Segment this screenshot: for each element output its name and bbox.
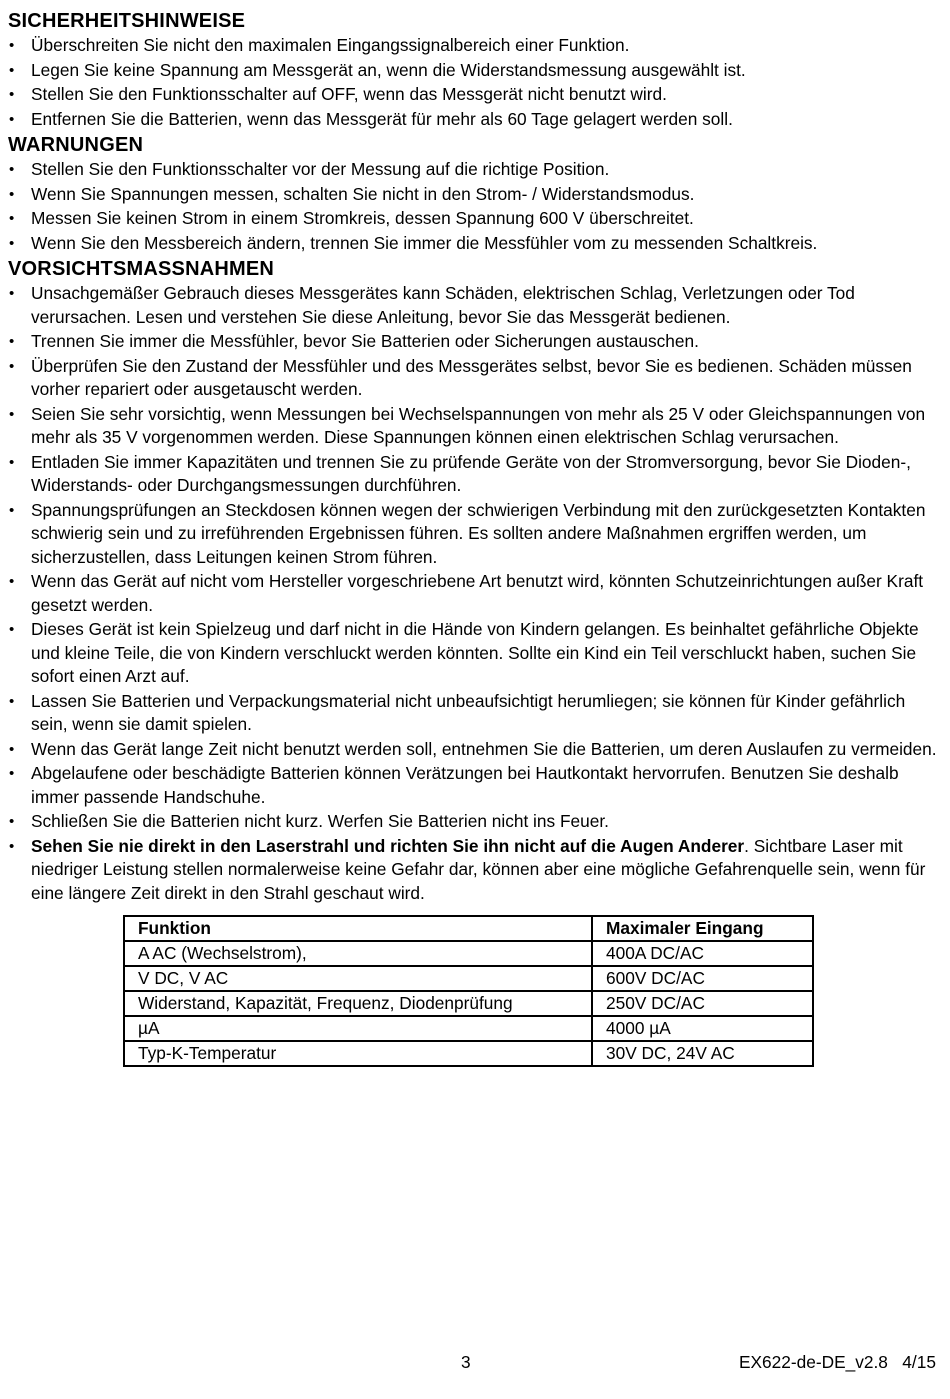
- table-cell: V DC, V AC: [124, 966, 592, 991]
- bullet-icon: •: [9, 86, 15, 103]
- list-item: • Seien Sie sehr vorsichtig, wenn Messungen bei Wechselspannungen von mehr als 25 V oder Gleichspannungen von mehr als 35 V vorgenommen werden. Diese Spannungen können einen elektrischen Schlag verursachen.: [9, 403, 926, 447]
- bullet-icon: •: [9, 573, 15, 590]
- list-item: • Unsachgemäßer Gebrauch dieses Messgerätes kann Schäden, elektrischen Schlag, Verletzungen oder Tod verursachen. Lesen und verstehen Sie diese Anleitung, bevor Sie das Messgerät bedienen.: [9, 283, 855, 327]
- table-header: Funktion: [124, 916, 592, 941]
- bullet-icon: •: [9, 453, 15, 471]
- document-page: [8, 8, 938, 1067]
- table-row: [124, 1016, 813, 1041]
- bullet-icon: •: [9, 357, 15, 375]
- list-item: • Wenn das Gerät lange Zeit nicht benutzt werden soll, entnehmen Sie die Batterien, um deren Auslaufen zu vermeiden.: [8, 738, 938, 762]
- laser-warning-text: . Sichtbare Laser mit niedriger Leistung stellen normalerweise keine Gefahr dar, können aber eine mögliche Gefahrenquelle sein, wenn für eine längere Zeit direkt in den Strahl geschaut wird.: [31, 835, 926, 903]
- list-item: • Wenn Sie Spannungen messen, schalten Sie nicht in den Strom- / Widerstandsmodus.: [8, 183, 938, 207]
- bullet-icon: •: [9, 110, 15, 128]
- bullet-icon: •: [9, 234, 15, 252]
- list-item: • Wenn Sie den Messbereich ändern, trennen Sie immer die Messfühler vom zu messenden Schaltkreis.: [8, 232, 938, 256]
- table-cell: Widerstand, Kapazität, Frequenz, Diodenprüfung: [124, 991, 592, 1016]
- bullet-icon: •: [9, 692, 15, 710]
- heading-safety: SICHERHEITSHINWEISE: [8, 10, 246, 32]
- list-item: • Trennen Sie immer die Messfühler, bevor Sie Batterien oder Sicherungen austauschen.: [8, 330, 938, 354]
- table-row: [124, 1041, 813, 1066]
- bullet-icon: •: [9, 185, 15, 203]
- bullet-icon: •: [9, 740, 15, 758]
- max-input-table: [123, 915, 814, 1067]
- bullet-icon: •: [9, 501, 15, 519]
- table-row: [124, 966, 813, 991]
- bullet-icon: •: [9, 765, 15, 782]
- list-item-laser: [8, 835, 938, 906]
- list-item: • Stellen Sie den Funktionsschalter auf OFF, wenn das Messgerät nicht benutzt wird.: [8, 83, 938, 107]
- bullet-icon: •: [9, 405, 15, 423]
- table-row: [124, 991, 813, 1016]
- bullet-icon: •: [9, 333, 15, 350]
- list-item: • Überschreiten Sie nicht den maximalen Eingangssignalbereich einer Funktion.: [8, 34, 938, 58]
- list-item: • Schließen Sie die Batterien nicht kurz. Werfen Sie Batterien nicht ins Feuer.: [8, 810, 938, 834]
- table-cell: µA: [124, 1016, 592, 1041]
- list-item: • Entladen Sie immer Kapazitäten und trennen Sie zu prüfende Geräte von der Stromversorgung, bevor Sie Dioden-, Widerstands- oder Durchgangsmessungen durchführen.: [9, 451, 911, 495]
- page-number: 3: [461, 1352, 471, 1372]
- table-cell: Typ-K-Temperatur: [124, 1041, 592, 1066]
- list-item: • Dieses Gerät ist kein Spielzeug und darf nicht in die Hände von Kindern gelangen. Es beinhaltet gefährliche Objekte und kleine Teile, die von Kindern verschluckt werden könnten. Sollte ein Kind ein Teil verschluckt haben, suchen Sie sofort einen Arzt auf.: [9, 619, 919, 686]
- table-row: [124, 941, 813, 966]
- table-cell: A AC (Wechselstrom),: [124, 941, 592, 966]
- heading-precautions: VORSICHTSMASSNAHMEN: [8, 258, 275, 280]
- table-cell: 4000 µA: [592, 1016, 813, 1041]
- list-item: • Stellen Sie den Funktionsschalter vor der Messung auf die richtige Position.: [8, 158, 938, 182]
- precautions-list: [8, 282, 938, 905]
- warnings-list: [8, 158, 938, 255]
- table-cell: 400A DC/AC: [592, 941, 813, 966]
- list-item: • Wenn das Gerät auf nicht vom Hersteller vorgeschriebene Art benutzt wird, könnten Schutzeinrichtungen außer Kraft gesetzt werden.: [9, 571, 924, 615]
- bullet-icon: •: [9, 837, 15, 855]
- bullet-icon: •: [9, 813, 15, 830]
- list-item: • Spannungsprüfungen an Steckdosen können wegen der schwierigen Verbindung mit den zurückgesetzten Kontakten schwierig sein und zu irreführenden Ergebnissen führen. Es sollten andere Maßnahmen ergriffen werden, um sicherzustellen, dass Leitungen keinen Strom führen.: [9, 499, 926, 567]
- bullet-icon: •: [9, 210, 15, 227]
- heading-warnings: WARNUNGEN: [8, 134, 144, 156]
- table-cell: 600V DC/AC: [592, 966, 813, 991]
- bullet-icon: •: [9, 61, 15, 79]
- list-item: • Lassen Sie Batterien und Verpackungsmaterial nicht unbeaufsichtigt herumliegen; sie können für Kinder gefährlich sein, wenn sie damit spielen.: [9, 690, 906, 734]
- list-item: • Legen Sie keine Spannung am Messgerät an, wenn die Widerstandsmessung ausgewählt ist.: [8, 59, 938, 83]
- table-cell: 250V DC/AC: [592, 991, 813, 1016]
- list-item: • Abgelaufene oder beschädigte Batterien können Verätzungen bei Hautkontakt hervorrufen. Benutzen Sie deshalb immer passende Handschuhe.: [9, 763, 899, 807]
- bullet-icon: •: [9, 161, 15, 178]
- list-item: • Überprüfen Sie den Zustand der Messfühler und des Messgerätes selbst, bevor Sie es bedienen. Schäden müssen vorher repariert oder ausgetauscht werden.: [9, 355, 912, 399]
- safety-list: [8, 34, 938, 131]
- table-header-row: [124, 916, 813, 941]
- list-item: • Entfernen Sie die Batterien, wenn das Messgerät für mehr als 60 Tage gelagert werden soll.: [8, 108, 938, 132]
- document-reference: EX622-de-DE_v2.8 4/15: [739, 1352, 936, 1372]
- list-item: • Messen Sie keinen Strom in einem Stromkreis, dessen Spannung 600 V überschreitet.: [8, 207, 938, 231]
- table-header: Maximaler Eingang: [592, 916, 813, 941]
- laser-warning-lead: Sehen Sie nie direkt in den Laserstrahl und richten Sie ihn nicht auf die Augen Anderer: [31, 835, 745, 856]
- bullet-icon: •: [9, 37, 15, 54]
- bullet-icon: •: [9, 285, 15, 302]
- table-cell: 30V DC, 24V AC: [592, 1041, 813, 1066]
- bullet-icon: •: [9, 621, 15, 638]
